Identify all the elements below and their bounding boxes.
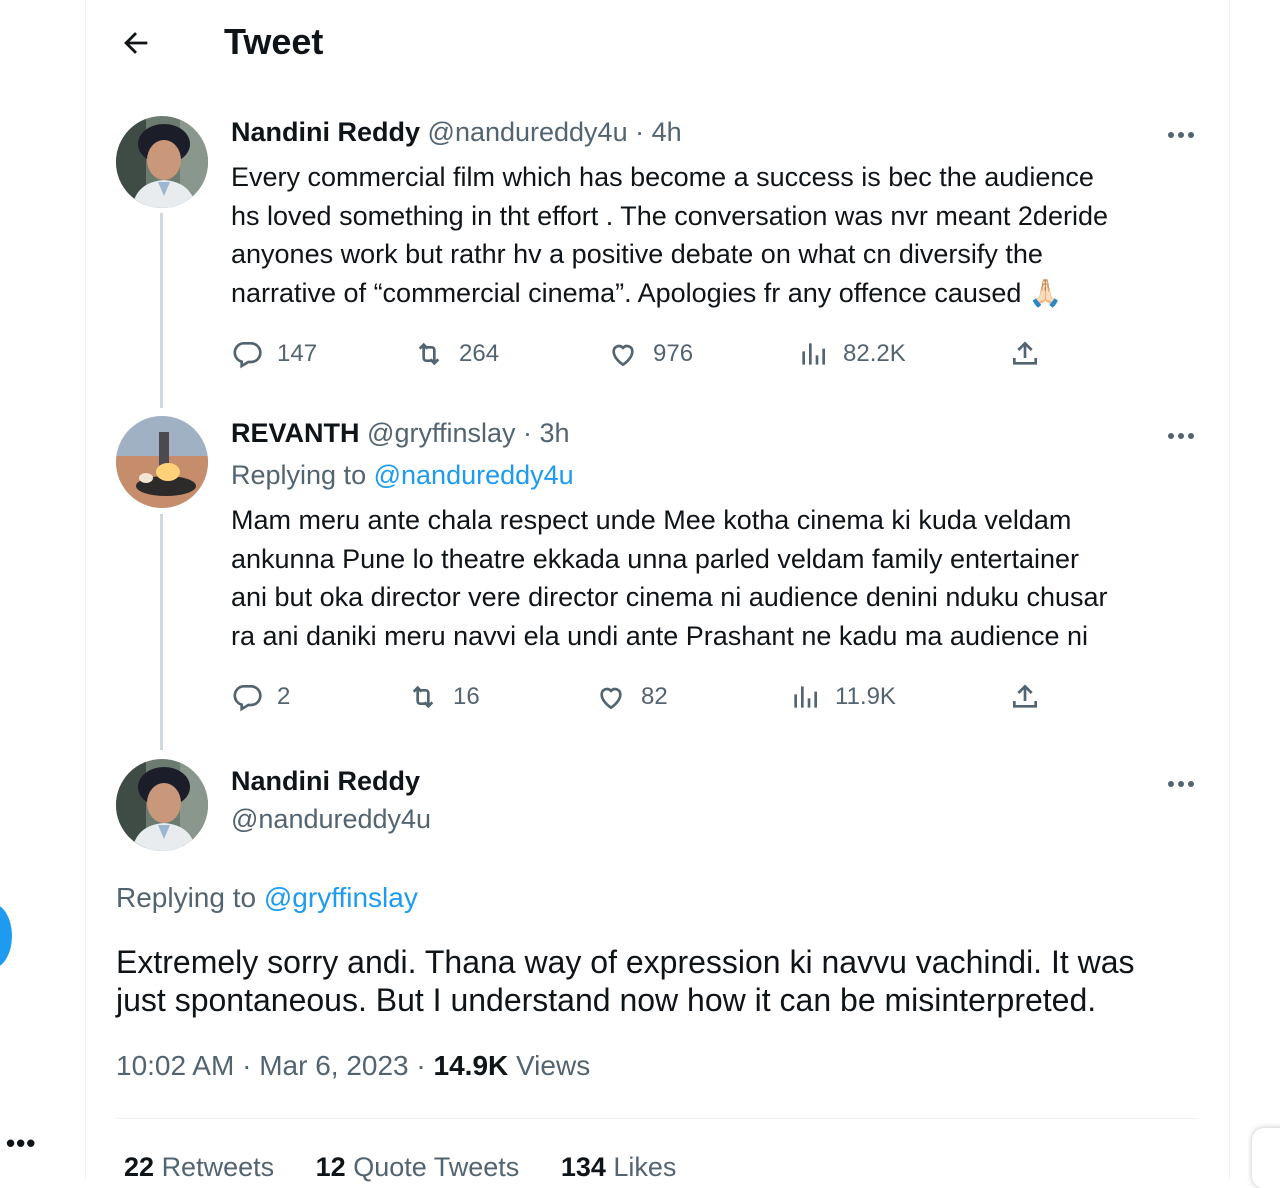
replying-prefix: Replying to: [116, 882, 257, 913]
reply-button[interactable]: [231, 677, 290, 717]
heart-icon: [595, 681, 627, 713]
likes-count: 134: [560, 1152, 606, 1182]
divider: [116, 1118, 1198, 1119]
left-sidebar: [0, 0, 85, 1179]
like-count: 82: [641, 683, 668, 710]
author-handle[interactable]: @nandureddy4u: [427, 117, 628, 147]
reply-icon: [231, 681, 263, 713]
author-name[interactable]: REVANTH: [231, 418, 360, 448]
analytics-icon: [797, 338, 829, 370]
reply-button[interactable]: [231, 334, 317, 374]
retweet-icon: [413, 338, 445, 370]
replying-prefix: Replying to: [231, 460, 367, 490]
likes-stat-link[interactable]: [561, 1152, 677, 1182]
retweet-button[interactable]: [413, 334, 499, 374]
replying-to: [231, 460, 574, 491]
author-handle[interactable]: @nandureddy4u: [231, 804, 432, 834]
tweet-actions: [231, 677, 1071, 717]
quotes-count: 12: [315, 1152, 346, 1182]
more-options-icon[interactable]: [1166, 431, 1196, 441]
retweets-count: 22: [124, 1152, 155, 1182]
arrow-left-icon[interactable]: [119, 26, 153, 60]
tweet-header: [231, 766, 420, 797]
share-button[interactable]: [1009, 334, 1041, 374]
views-count: 11.9K: [835, 683, 896, 710]
replying-handle-link[interactable]: @gryffinslay: [263, 882, 418, 913]
tweet-text-line: Mam meru ante chala respect unde Mee kotha cinema ki kuda veldam: [231, 505, 1072, 535]
retweet-button[interactable]: [407, 677, 480, 717]
tweet-text: [231, 501, 1211, 655]
replying-to: [116, 882, 418, 914]
thread-connector-line: [160, 213, 163, 408]
reply-count: 2: [277, 683, 291, 710]
tweet-text-line: Every commercial film which has become a success is bec the audience: [231, 162, 1094, 192]
like-button[interactable]: [595, 677, 668, 717]
column-border-right: [1229, 0, 1230, 1179]
right-panel-card: [1252, 1128, 1280, 1188]
tweet-text-line: just spontaneous. But I understand now how it can be misinterpreted.: [116, 982, 1097, 1018]
like-button[interactable]: [607, 334, 693, 374]
reply-icon: [231, 338, 263, 370]
tweet-text: [116, 943, 1196, 1019]
share-icon: [1009, 681, 1041, 713]
views-button[interactable]: [797, 334, 906, 374]
retweet-icon: [407, 681, 439, 713]
column-border-left: [85, 0, 86, 1179]
page-title: Tweet: [224, 21, 324, 62]
tweet-text-line: ankunna Pune lo theatre ekkada unna parled veldam family entertainer: [231, 543, 1080, 574]
tweet-time[interactable]: 10:02 AM: [116, 1050, 235, 1081]
tweet-text-line: ra ani daniki meru navvi ela undi ante Prashant ne kadu ma audience ni: [231, 620, 1089, 651]
avatar[interactable]: [116, 116, 208, 208]
tweet-time[interactable]: · 3h: [523, 418, 570, 448]
tweet-date[interactable]: Mar 6, 2023: [259, 1050, 409, 1081]
avatar[interactable]: [116, 759, 208, 851]
share-icon: [1009, 338, 1041, 370]
more-options-icon[interactable]: [1166, 779, 1196, 789]
tweet-actions: [231, 334, 1071, 374]
retweets-label: Retweets: [161, 1152, 275, 1182]
author-handle-row: [231, 804, 431, 835]
avatar[interactable]: [116, 416, 208, 508]
tweet-header: [231, 418, 570, 449]
tweet-text-line: hs loved something in tht effort . The conversation was nvr meant 2deride: [231, 200, 1108, 231]
tweet-header: [231, 117, 682, 148]
more-menu-icon[interactable]: •••: [6, 1128, 37, 1158]
reply-count: 147: [277, 340, 318, 367]
author-handle[interactable]: @gryffinslay: [367, 418, 516, 448]
tweet-time[interactable]: · 4h: [635, 117, 682, 147]
retweets-stat-link[interactable]: [124, 1152, 274, 1182]
author-name[interactable]: Nandini Reddy: [231, 766, 421, 796]
retweet-count: 264: [459, 340, 500, 367]
replying-handle-link[interactable]: @nandureddy4u: [373, 460, 574, 490]
views-button[interactable]: [789, 677, 896, 717]
tweet-timestamp-line: 10:02 AM · Mar 6, 2023 · 14.9K Views: [116, 1050, 591, 1081]
engagement-stats: [124, 1152, 710, 1183]
views-count: 82.2K: [843, 340, 906, 367]
thread-connector-line: [160, 514, 163, 750]
tweet-text-line: anyones work but rathr hv a positive debate on what cn diversify the: [231, 239, 1043, 269]
like-count: 976: [653, 340, 694, 367]
likes-label: Likes: [613, 1152, 677, 1182]
quote-tweets-stat-link[interactable]: [316, 1152, 520, 1182]
tweet-text: [231, 158, 1211, 312]
quotes-label: Quote Tweets: [353, 1152, 520, 1182]
views-count: 14.9K: [433, 1050, 509, 1081]
share-button[interactable]: [1009, 677, 1041, 717]
analytics-icon: [789, 681, 821, 713]
tweet-text-line: narrative of “commercial cinema”. Apologies fr any offence caused 🙏🏻: [231, 277, 1063, 308]
tweet-text-line: ani but oka director vere director cinema ni audience denini nduku chusar: [231, 582, 1108, 612]
author-name[interactable]: Nandini Reddy: [231, 117, 421, 147]
heart-icon: [607, 338, 639, 370]
views-label: Views: [516, 1050, 591, 1081]
tweet-text-line: Extremely sorry andi. Thana way of expression ki navvu vachindi. It was: [116, 944, 1135, 980]
retweet-count: 16: [453, 683, 480, 710]
more-options-icon[interactable]: [1166, 130, 1196, 140]
